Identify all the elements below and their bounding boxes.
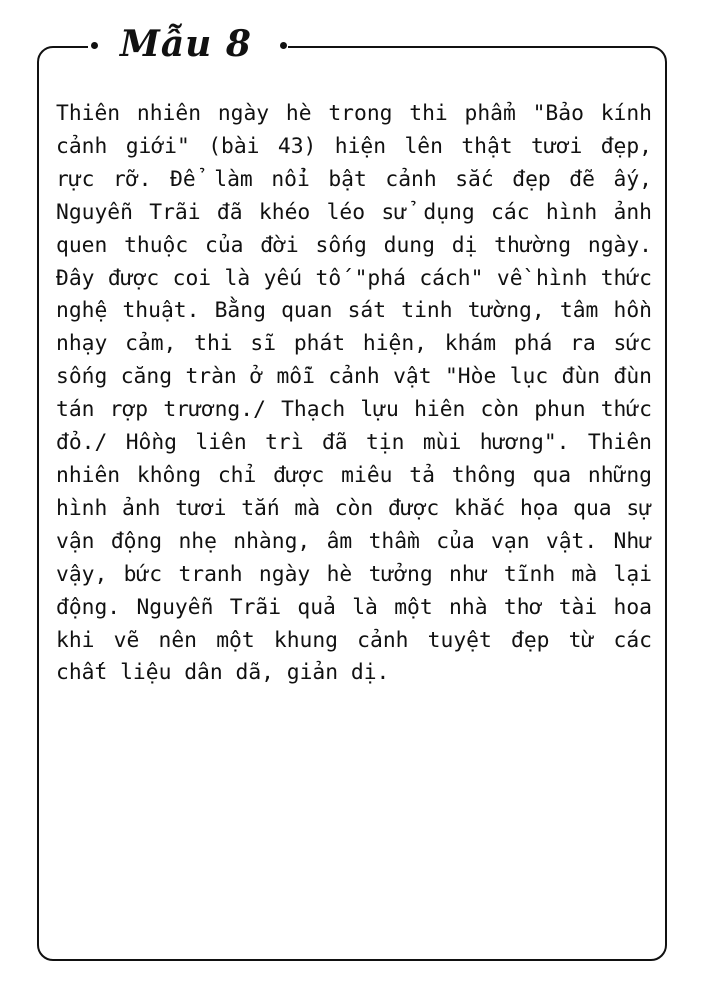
right-bullet-dot bbox=[280, 42, 287, 49]
essay-paragraph: Thiên nhiên ngày hè trong thi phẩm "Bảo kính cảnh giới" (bài 43) hiện lên thật tươi đẹp, rực rỡ. Để làm nổi bật cảnh sắc đẹp đẽ ấy, Nguyễn Trãi đã khéo léo sử dụng các hình ảnh quen thuộc của đời sống dung dị thường ngày. Đây được coi là yếu tố "phá cách" về hình thức nghệ thuật. Bằng quan sát tinh tường, tâm hồn nhạy cảm, thi sĩ phát hiện, khám phá ra sức sống căng tràn ở mỗi cảnh vật "Hòe lục đùn đùn tán rợp trương./ Thạch lựu hiên còn phun thức đỏ./ Hồng liên trì đã tịn mùi hương". Thiên nhiên không chỉ được miêu tả thông qua những hình ảnh tươi tắn mà còn được khắc họa qua sự vận động nhẹ nhàng, âm thầm của vạn vật. Như vậy, bức tranh ngày hè tưởng như tĩnh mà lại động. Nguyễn Trãi quả là một nhà thơ tài hoa khi vẽ nên một khung cảnh tuyệt đẹp từ các chất liệu dân dã, giản dị. bbox=[56, 101, 652, 686]
left-bullet-dot bbox=[91, 42, 98, 49]
page-title: Mẫu 8 bbox=[120, 23, 252, 65]
